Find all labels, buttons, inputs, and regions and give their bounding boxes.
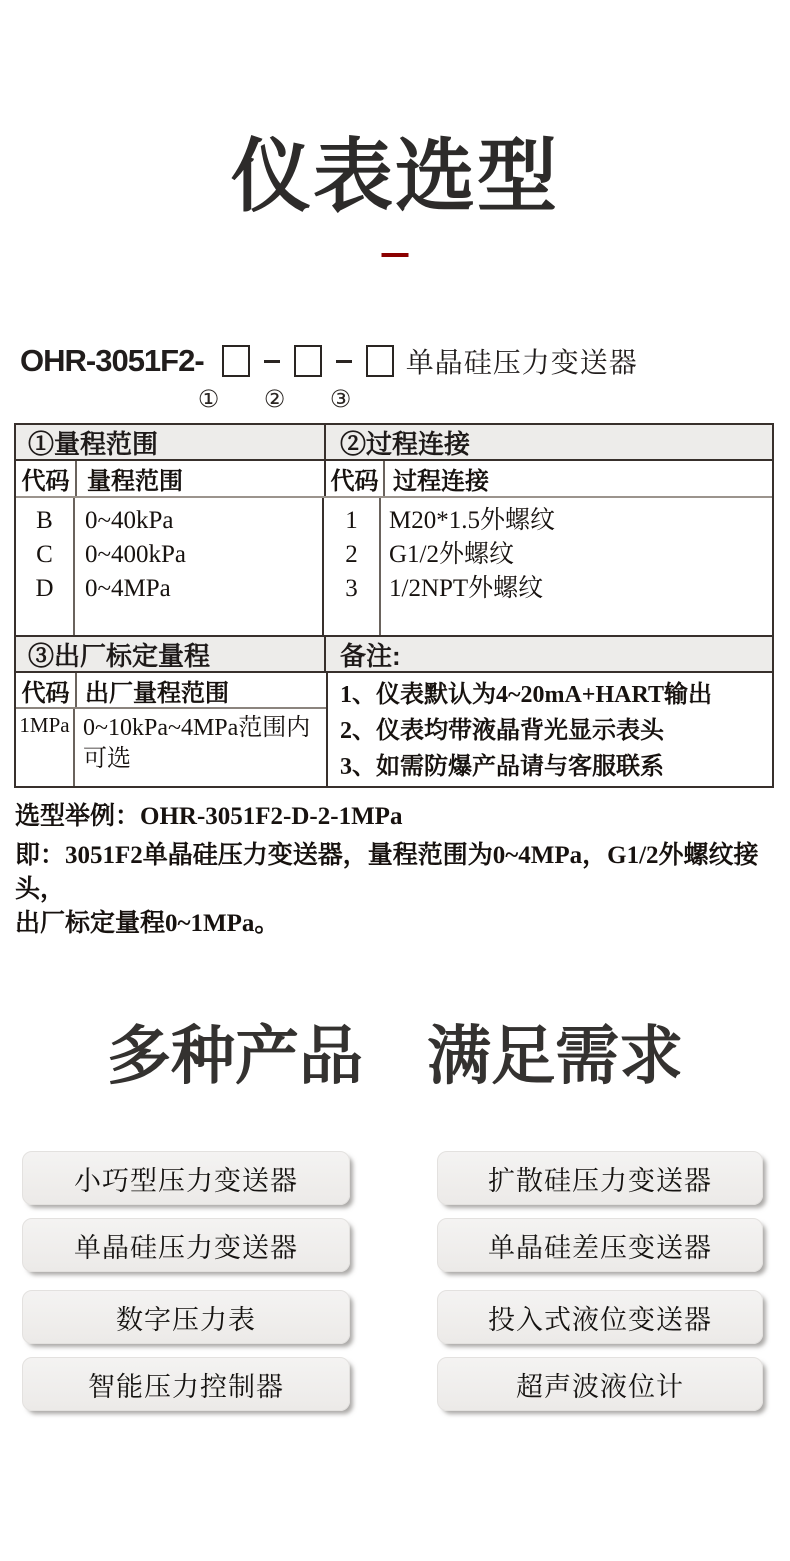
model-suffix: 单晶硅压力变送器 [405,347,638,378]
remark-line: 3、如需防爆产品请与客服联系 [340,754,664,780]
col-header-factory-range: 出厂量程范围 [85,680,229,707]
table-cell: 0~400kPa [85,541,187,568]
section1-header-row [16,425,772,461]
product-button-digital-pressure-gauge[interactable]: 数字压力表 [22,1290,350,1344]
section2-left-header: ③出厂标定量程 [16,637,326,671]
connection-code-column [324,498,381,635]
table-cell: M20*1.5外螺纹 [389,507,555,534]
example-description-line: 即：3051F2单晶硅压力变送器，量程范围为0~4MPa，G1/2外螺纹接头， [15,842,759,903]
remark-line: 2、仪表均带液晶背光显示表头 [340,718,664,744]
col-header-connection: 过程连接 [393,469,489,495]
connection-value-column [381,498,772,635]
dash-icon [264,360,280,363]
calibration-data-row [16,709,326,786]
model-code-row [20,344,638,378]
section2-header-row [16,635,772,673]
product-button-smart-pressure-controller[interactable]: 智能压力控制器 [22,1357,350,1411]
model-prefix: OHR-3051F2- [20,343,204,378]
table-cell: 0~4MPa [85,575,171,602]
col-header-code: 代码 [16,673,77,707]
table-cell: D [35,575,54,602]
code-box-3 [366,345,394,377]
col-header-code-left: 代码 [16,461,77,496]
example-description-line: 出厂标定量程0~1MPa。 [15,910,280,937]
section2-right-header: 备注: [340,640,401,671]
table-cell: 0~40kPa [85,507,174,534]
selection-table [14,423,774,788]
dash-icon [336,360,352,363]
code-box-1 [222,345,250,377]
code-box-2 [294,345,322,377]
section1-data-area [16,498,772,635]
product-button-differential-pressure-transmitter[interactable]: 单晶硅差压变送器 [437,1218,763,1272]
product-button-compact-pressure-transmitter[interactable]: 小巧型压力变送器 [22,1151,350,1205]
range-value-column [75,498,324,635]
products-heading: 多种产品 满足需求 [107,1020,683,1092]
table-cell: 3 [345,575,358,602]
selection-example [15,800,777,941]
col-header-range: 量程范围 [77,461,326,496]
section2-subheader-row [16,673,326,709]
calibration-subtable [16,673,328,786]
product-button-silicon-pressure-transmitter[interactable]: 单晶硅压力变送器 [22,1218,350,1272]
section1-right-header: ②过程连接 [340,428,471,459]
example-model-line: 选型举例：OHR-3051F2-D-2-1MPa [15,803,403,830]
page-title: 仪表选型 [231,132,559,221]
table-cell: 1MPa [16,709,75,786]
circled-number-1: ① [197,385,220,413]
table-cell: 0~10kPa~4MPa范围内 可选 [83,715,311,772]
product-button-ultrasonic-level-meter[interactable]: 超声波液位计 [437,1357,763,1411]
table-cell: 1 [345,507,358,534]
red-accent-dash [382,253,409,257]
table-cell: B [36,507,53,534]
table-cell: 1/2NPT外螺纹 [389,575,544,602]
col-header-code-right: 代码 [326,461,385,496]
circled-number-2: ② [263,385,286,413]
remark-line: 1、仪表默认为4~20mA+HART输出 [340,682,712,708]
section2-body [16,673,772,786]
product-button-diffused-silicon-transmitter[interactable]: 扩散硅压力变送器 [437,1151,763,1205]
section1-subheader-row [16,461,772,498]
section1-left-header: ①量程范围 [16,425,326,459]
range-code-column [16,498,75,635]
product-button-submersible-level-transmitter[interactable]: 投入式液位变送器 [437,1290,763,1344]
table-cell: C [36,541,53,568]
table-cell: G1/2外螺纹 [389,541,515,568]
circled-number-3: ③ [329,385,352,413]
remarks-list [328,673,772,786]
table-cell: 2 [345,541,358,568]
